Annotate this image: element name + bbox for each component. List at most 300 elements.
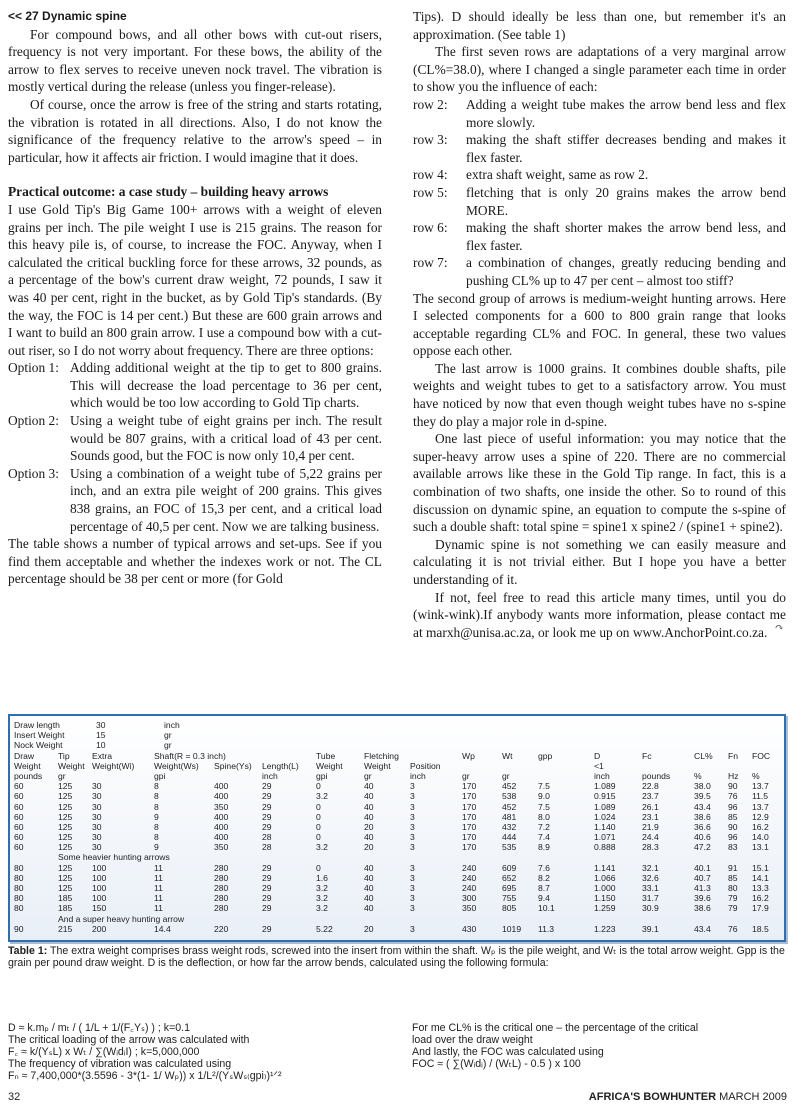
data-table-box	[8, 714, 786, 942]
table-cell: 32.6	[642, 872, 659, 883]
table-cell: 11.5	[752, 791, 769, 802]
end-mark-icon: ↷	[774, 621, 784, 634]
table-cell: 28.3	[642, 842, 659, 853]
table-cell: 91	[728, 862, 738, 873]
table-cell: 28	[262, 842, 272, 853]
table-cell: 60	[14, 791, 24, 802]
table-cell: 430	[462, 923, 477, 934]
table-cell: 280	[214, 893, 229, 904]
row-note-text: extra shaft weight, same as row 2.	[466, 167, 649, 183]
option-text: Using a weight tube of eight grains per inch. The result would be 807 grains, with a critical load of 43 per cent. Sounds good, but the FOC is now only 10,4 per cent.	[70, 413, 382, 464]
table-cell: 17.9	[752, 903, 769, 914]
table-cell: 3	[410, 811, 415, 822]
table-cell: 125	[58, 883, 73, 893]
row-note-text: making the shaft stiffer decreases bending and makes it flex faster.	[466, 132, 786, 165]
formulas-right	[412, 1022, 787, 1070]
left-column	[8, 8, 382, 588]
option-item	[8, 412, 382, 465]
table-cell: 96	[728, 801, 738, 812]
table-cell: 125	[58, 842, 73, 853]
formula-line: FOC ≈ ( ∑(Wᵢdᵢ) / (WₜL) - 0.5 ) x 100	[412, 1058, 581, 1070]
table-cell: 10.1	[538, 903, 555, 914]
table-cell: 29	[262, 862, 272, 873]
table-cell: 40	[364, 781, 374, 792]
table-cell: 39.1	[642, 923, 659, 934]
table-cell: 11	[154, 872, 163, 883]
table-cell: 125	[58, 821, 73, 832]
table-cell: 452	[502, 781, 517, 792]
table-cell: 30.9	[642, 903, 659, 914]
table-cell: 1.089	[594, 781, 616, 792]
table-cell: 30	[92, 832, 102, 843]
table-cell: gr	[58, 770, 66, 781]
table-cell: 60	[14, 781, 24, 792]
table-cell: 80	[14, 872, 24, 883]
formulas-left	[8, 1022, 403, 1082]
option-label: Option 2:	[8, 413, 59, 429]
table-cell: Weight	[14, 760, 41, 771]
paragraph: The table shows a number of typical arrows and set-ups. See if you find them acceptable and whether the indexes work or not. The CL percentage should be 38 per cent or more (for Gold	[8, 536, 382, 587]
table-cell: 280	[214, 883, 229, 893]
table-cell: 7.5	[538, 801, 550, 812]
row-note-label: row 5:	[413, 184, 448, 200]
table-cell: 755	[502, 893, 517, 904]
table-cell: 90	[14, 923, 24, 934]
table-cell: 60	[14, 842, 24, 853]
table-cell: 76	[728, 923, 738, 934]
table-cell: 29	[262, 781, 272, 792]
group-label: Some heavier hunting arrows	[58, 852, 170, 863]
row-note	[413, 166, 786, 184]
setting-label: Nock Weight	[14, 740, 63, 751]
table-cell: 280	[214, 862, 229, 873]
table-cell: 350	[462, 903, 477, 914]
table-cell: 13.7	[752, 781, 769, 792]
table-cell: 60	[14, 832, 24, 843]
table-cell: 125	[58, 791, 73, 802]
paragraph: Dynamic spine is not something we can easily measure and calculating it is not trivial either. But I hope you have a better understanding of it.	[413, 536, 786, 587]
table-cell: 40	[364, 801, 374, 812]
table-cell: 1.141	[594, 862, 616, 873]
table-cell: 3.2	[316, 883, 328, 893]
row-note	[413, 184, 786, 219]
table-cell: 20	[364, 923, 374, 934]
table-cell: 8.7	[538, 883, 550, 893]
table-cell: 30	[92, 842, 102, 853]
table-cell: 18.5	[752, 923, 769, 934]
table-cell: 30	[92, 791, 102, 802]
setting-value: 15	[96, 730, 106, 741]
setting-unit: inch	[164, 720, 180, 730]
table-cell: 170	[462, 781, 477, 792]
table-cell: gpi	[154, 770, 166, 781]
table-cell: 31.7	[642, 893, 659, 904]
table-cell: 1.000	[594, 883, 616, 893]
table-cell: CL%	[694, 750, 713, 761]
table-cell: 33.1	[642, 883, 659, 893]
table-cell: inch	[262, 770, 278, 781]
table-cell: Fletching	[364, 750, 399, 761]
caption-label: Table 1:	[8, 945, 48, 957]
row-note	[413, 96, 786, 131]
table-cell: 26.1	[642, 801, 659, 812]
table-cell: 90	[728, 821, 738, 832]
table-cell: 40.6	[694, 832, 711, 843]
table-cell: gr	[462, 770, 470, 781]
table-cell: 170	[462, 842, 477, 853]
table-cell: 80	[14, 862, 24, 873]
table-cell: 38.6	[694, 811, 711, 822]
table-cell: 29	[262, 883, 272, 893]
table-cell: Position	[410, 760, 441, 771]
table-cell: 280	[214, 872, 229, 883]
table-cell: Weight	[58, 760, 85, 771]
table-cell: %	[752, 770, 760, 781]
table-cell: 28	[262, 832, 272, 843]
paragraph: One last piece of useful information: you may notice that the super-heavy arrow uses a spine of 220. There are no commercial available arrows like these in the Gold Tip range. In fact, this is a combination of two shafts, one inside the other. So to round of this discussion on dynamic spine, an equation to compute the s-spine of such a double shaft: total spine = spine1 x spine2 / (spine1 + spine2).	[413, 431, 786, 535]
table-cell: 43.4	[694, 923, 711, 934]
table-cell: 13.1	[752, 842, 769, 853]
table-cell: Draw	[14, 750, 35, 761]
table-cell: 8	[154, 791, 159, 802]
table-cell: 1.150	[594, 893, 616, 904]
formula-line: The critical loading of the arrow was calculated with	[8, 1034, 250, 1046]
table-cell: 39.5	[694, 791, 711, 802]
table-cell: 1019	[502, 923, 522, 934]
table-cell: Fn	[728, 750, 739, 761]
table-cell: 125	[58, 811, 73, 822]
table-cell: 20	[364, 821, 374, 832]
table-cell: 83	[728, 842, 738, 853]
table-cell: Shaft(R = 0.3 inch)	[154, 750, 226, 761]
table-cell: 240	[462, 883, 477, 893]
table-cell: 85	[728, 872, 738, 883]
table-cell: 40	[364, 883, 374, 893]
section-header: << 27 Dynamic spine	[8, 9, 127, 23]
table-cell: 29	[262, 872, 272, 883]
table-cell: 3	[410, 821, 415, 832]
table-cell: 170	[462, 811, 477, 822]
table-cell: 0	[316, 821, 321, 832]
table-cell: 8	[154, 781, 159, 792]
page-number: 32	[8, 1091, 21, 1103]
table-cell: 125	[58, 781, 73, 792]
table-cell: 3.2	[316, 791, 328, 802]
table-cell: 0	[316, 801, 321, 812]
table-cell: 100	[92, 883, 107, 893]
formula-line: F꜀ ≈ k/(YₛL) x Wₜ / ∑(WᵢdᵢI) ; k=5,000,000	[8, 1046, 200, 1058]
table-cell: 240	[462, 872, 477, 883]
setting-unit: gr	[164, 730, 172, 741]
formula-line: For me CL% is the critical one – the percentage of the critical	[412, 1022, 699, 1034]
table-cell: 38.6	[694, 903, 711, 914]
table-cell: 9	[154, 811, 159, 822]
option-label: Option 3:	[8, 465, 59, 481]
setting-label: Insert Weight	[14, 730, 65, 741]
table-cell: 0.888	[594, 842, 616, 853]
option-text: Adding additional weight at the tip to get to 800 grains. This will decrease the load percentage to 36 per cent, which would be too low according to Gold Tip charts.	[70, 360, 382, 411]
table-cell: 609	[502, 862, 517, 873]
table-cell: 38.0	[694, 781, 711, 792]
table-cell: 0	[316, 832, 321, 843]
table-cell: 481	[502, 811, 517, 822]
table-cell: 60	[14, 821, 24, 832]
table-cell: 3	[410, 923, 415, 934]
table-cell: 170	[462, 801, 477, 812]
formula-line: And lastly, the FOC was calculated using	[412, 1046, 604, 1058]
table-cell: <1	[594, 760, 604, 771]
table-cell: 29	[262, 791, 272, 802]
table-cell: 76	[728, 791, 738, 802]
table-cell: 1.6	[316, 872, 328, 883]
table-cell: 8.0	[538, 811, 550, 822]
table-cell: 8	[154, 832, 159, 843]
row-note-label: row 4:	[413, 167, 448, 183]
row-note-label: row 2:	[413, 96, 448, 112]
table-cell: 11.3	[538, 923, 555, 934]
table-cell: 444	[502, 832, 517, 843]
row-note-label: row 6:	[413, 220, 448, 236]
table-cell: 3	[410, 903, 415, 914]
table-cell: 30	[92, 801, 102, 812]
table-cell: 7.2	[538, 821, 550, 832]
table-cell: 29	[262, 903, 272, 914]
table-cell: 100	[92, 862, 107, 873]
table-cell: 47.2	[694, 842, 711, 853]
table-cell: FOC	[752, 750, 771, 761]
table-cell: 185	[58, 893, 73, 904]
table-cell: 1.024	[594, 811, 616, 822]
table-cell: 1.223	[594, 923, 616, 934]
paragraph-text: If not, feel free to read this article many times, until you do (wink-wink).If anybody wants more information, please contact me at marxh@unisa.ac.za, or look me up on www.AnchorPoint.co.za.	[413, 589, 786, 640]
table-cell: 3	[410, 801, 415, 812]
option-item	[8, 465, 382, 535]
table-cell: D	[594, 750, 601, 761]
table-cell: 85	[728, 811, 738, 822]
table-cell: 16.2	[752, 821, 769, 832]
table-cell: 400	[214, 832, 229, 843]
table-cell: 39.6	[694, 893, 711, 904]
table-cell: gr	[364, 770, 372, 781]
row-note-label: row 3:	[413, 132, 448, 148]
paragraph: Of course, once the arrow is free of the string and starts rotating, the vibration is rotated in all directions. Also, I do not know the significance of the frequency relative to the arrow's speed – in particular, how it affects air friction. I would imagine that it does.	[8, 96, 382, 165]
paragraph: The last arrow is 1000 grains. It combines double shafts, pile weights and weight tubes to get to a satisfactory arrow. You must have noticed by now that even though weight tubes have no s-spine they do play a major role in d-spine.	[413, 360, 786, 429]
table-cell: 125	[58, 872, 73, 883]
table-cell: gpp	[538, 750, 553, 761]
table-cell: 1.259	[594, 903, 616, 914]
table-cell: 8	[154, 821, 159, 832]
formula-line: The frequency of vibration was calculated using	[8, 1058, 232, 1070]
table-cell: Weight	[364, 760, 391, 771]
table-cell: 24.4	[642, 832, 659, 843]
table-cell: 79	[728, 893, 738, 904]
option-text: Using a combination of a weight tube of 5,22 grains per inch, and an extra pile weight of 200 grains. This gives 838 grains, an FOC of 15,3 per cent, and a critical load percentage of 40,5 per cent. Now we are talking business.	[70, 465, 382, 534]
table-cell: 16.2	[752, 893, 769, 904]
table-cell: inch	[594, 770, 610, 781]
table-cell: 0.915	[594, 791, 616, 802]
table-cell: 3	[410, 862, 415, 873]
table-cell: 40	[364, 811, 374, 822]
table-cell: 13.7	[752, 801, 769, 812]
table-cell: gpi	[316, 770, 328, 781]
table-cell: 11	[154, 893, 163, 904]
table-cell: Spine(Ys)	[214, 760, 252, 771]
formula-line: D ≈ k.mₚ / mₜ / ( 1/L + 1/(F꜀Yₛ) ) ; k=0.1	[8, 1022, 190, 1034]
table-cell: 9.0	[538, 791, 550, 802]
paragraph: The second group of arrows is medium-weight hunting arrows. Here I selected components for a 600 to 800 grain range that looks acceptable regarding CL% and FOC. In general, these two values oppose each other.	[413, 290, 786, 359]
table-cell: 695	[502, 883, 517, 893]
table-cell: 40	[364, 862, 374, 873]
table-cell: pounds	[642, 770, 671, 781]
table-cell: Wt	[502, 750, 513, 761]
table-cell: 3.2	[316, 903, 328, 914]
table-cell: Length(L)	[262, 760, 299, 771]
table-cell: 11	[154, 883, 163, 893]
table-cell: 29	[262, 811, 272, 822]
table-cell: 40.7	[694, 872, 711, 883]
table-cell: 80	[14, 883, 24, 893]
table-cell: 80	[14, 903, 24, 914]
table-cell: 3.2	[316, 842, 328, 853]
table-cell: 23.1	[642, 811, 659, 822]
table-cell: 60	[14, 801, 24, 812]
table-cell: 125	[58, 801, 73, 812]
table-cell: 40	[364, 832, 374, 843]
table-cell: 30	[92, 781, 102, 792]
table-cell: 185	[58, 903, 73, 914]
table-cell: 1.066	[594, 872, 616, 883]
table-cell: Weight	[316, 760, 343, 771]
table-cell: 805	[502, 903, 517, 914]
setting-value: 10	[96, 740, 106, 751]
table-cell: 29	[262, 801, 272, 812]
table-cell: 100	[92, 872, 107, 883]
table-cell: 3	[410, 883, 415, 893]
row-note	[413, 254, 786, 289]
right-column	[413, 8, 786, 641]
row-note-label: row 7:	[413, 255, 448, 271]
table-cell: 80	[14, 893, 24, 904]
table-cell: 3	[410, 832, 415, 843]
table-cell: 3	[410, 791, 415, 802]
table-cell: 280	[214, 903, 229, 914]
table-cell: 400	[214, 781, 229, 792]
table-cell: 14.1	[752, 872, 769, 883]
paragraph: For compound bows, and all other bows with cut-out risers, frequency is not very important. For these bows, the ability of the arrow to flex serves to receive uneven nock travel. The vibration is mostly vertical during the release (unless you finger-release).	[8, 26, 382, 95]
table-cell: 432	[502, 821, 517, 832]
table-cell: 20	[364, 842, 374, 853]
table-cell: 12.9	[752, 811, 769, 822]
table-cell: 8.9	[538, 842, 550, 853]
table-cell: 60	[14, 811, 24, 822]
formula-line: load over the draw weight	[412, 1034, 533, 1046]
paragraph: I use Gold Tip's Big Game 100+ arrows with a weight of eleven grains per inch. The pile weight I use is 215 grains. The reason for this heavy pile is, of course, to increase the FOC. Anyway, when I calculated the critical buckling force for these arrows, 32 pounds, as a percentage of the bow's current draw weight, 72 pounds, I saw it was 40 per cent, right in the bucket, as by Gold Tip's standards. (By the way, the FOC is 14 per cent.) But these are 600 grain arrows and I want to build an 800 grain arrow. I use a compound bow with a cut-out riser, so I do not worry about frequency. There are three options:	[8, 201, 382, 358]
table-cell: 21.9	[642, 821, 659, 832]
row-note	[413, 131, 786, 166]
table-cell: 15.1	[752, 862, 769, 873]
row-note-text: fletching that is only 20 grains makes the arrow bend MORE.	[466, 184, 786, 218]
table-cell: 3	[410, 842, 415, 853]
caption-text: The extra weight comprises brass weight rods, screwed into the insert from within the shaft. Wₚ is the pile weight, and Wₜ is the total arrow weight. Gpp is the grain per pound draw weight. D is the deflection, or how far the arrow bends, calculated using the following formula:	[8, 945, 785, 970]
table-cell: 452	[502, 801, 517, 812]
table-cell: 170	[462, 832, 477, 843]
table-cell: 150	[92, 903, 107, 914]
table-cell: 11	[154, 903, 163, 914]
row-note-text: a combination of changes, greatly reducing bending and pushing CL% up to 47 per cent – almost too stiff?	[466, 255, 786, 288]
table-cell: 13.3	[752, 883, 769, 893]
table-cell: 215	[58, 923, 73, 934]
paragraph: The first seven rows are adaptations of a very marginal arrow (CL%=38.0), where I changed a single parameter each time in order to show you the influence of each:	[413, 44, 786, 95]
table-cell: 11	[154, 862, 163, 873]
table-cell: 29	[262, 893, 272, 904]
table-cell: pounds	[14, 770, 43, 781]
table-cell: Fc	[642, 750, 652, 761]
table-cell: 43.4	[694, 801, 711, 812]
table-cell: 36.6	[694, 821, 711, 832]
table-cell: Weight(Ws)	[154, 760, 199, 771]
table-cell: 3.2	[316, 893, 328, 904]
table-cell: 3	[410, 872, 415, 883]
table-cell: 350	[214, 801, 229, 812]
table-cell: Tube	[316, 750, 336, 761]
table-cell: inch	[410, 770, 426, 781]
table-cell: 7.5	[538, 781, 550, 792]
table-cell: 14.4	[154, 923, 171, 934]
table-cell: 30	[92, 811, 102, 822]
table-cell: 40	[364, 903, 374, 914]
row-note	[413, 219, 786, 254]
table-cell: 300	[462, 893, 477, 904]
table-cell: 40.1	[694, 862, 711, 873]
table-cell: 3	[410, 781, 415, 792]
table-cell: 350	[214, 842, 229, 853]
table-cell: gr	[502, 770, 510, 781]
table-cell: 79	[728, 903, 738, 914]
table-cell: 30	[92, 821, 102, 832]
table-cell: 220	[214, 923, 229, 934]
table-cell: 8.2	[538, 872, 550, 883]
table-cell: 41.3	[694, 883, 711, 893]
table-cell: 0	[316, 781, 321, 792]
table-cell: 5.22	[316, 923, 333, 934]
table-cell: Wp	[462, 750, 475, 761]
setting-unit: gr	[164, 740, 172, 751]
table-cell: 96	[728, 832, 738, 843]
formula-line: Fₙ ≈ 7,400,000*(3.5596 - 3*(1- 1/ Wₚ)) x 1/L²/(YₛWₛ₍gpi₎)¹ᐟ²	[8, 1070, 282, 1082]
table-cell: Tip	[58, 750, 70, 761]
table-cell: Extra	[92, 750, 113, 761]
table-cell: 400	[214, 791, 229, 802]
table-cell: 1.089	[594, 801, 616, 812]
table-cell: 40	[364, 872, 374, 883]
table-cell: %	[694, 770, 702, 781]
table-cell: 14.0	[752, 832, 769, 843]
table-cell: 9	[154, 842, 159, 853]
setting-label: Draw length	[14, 720, 60, 730]
table-cell: 125	[58, 862, 73, 873]
table-cell: 23.7	[642, 791, 659, 802]
table-cell: 1.071	[594, 832, 616, 843]
table-cell: 40	[364, 791, 374, 802]
table-cell: 125	[58, 832, 73, 843]
paragraph: Tips). D should ideally be less than one, but remember it's an approximation. (See table 1)	[413, 9, 786, 42]
paragraph-last	[413, 589, 786, 642]
table-cell: 3	[410, 893, 415, 904]
option-item	[8, 359, 382, 412]
magazine-issue	[589, 1091, 787, 1103]
table-cell: 240	[462, 862, 477, 873]
table-cell: 0	[316, 811, 321, 822]
